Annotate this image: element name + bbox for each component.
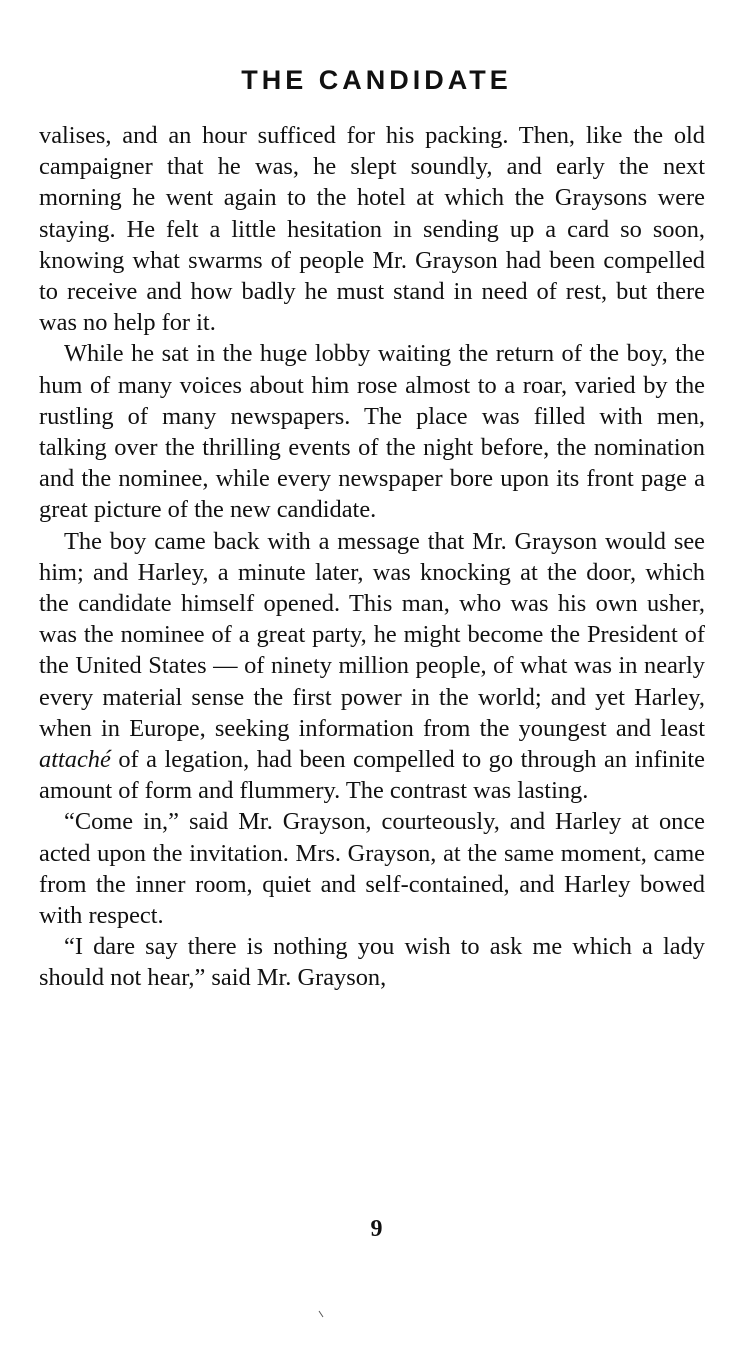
paragraph: The boy came back with a message that Mr. Grayson would see him; and Harley, a minute later, was knocking at the door, which the candidate himself opened. This man, who was his own usher, was the nominee of a great party, he might become the President of the United States — of ninety million people, of what was in nearly every material sense the first power in the world; and yet Harley, when in Europe, seeking information from the youngest and least attaché of a legation, had been compelled to go through an infinite amount of form and flummery. The contrast was lasting. [39, 527, 705, 805]
paragraph: “Come in,” said Mr. Grayson, courteously, and Harley at once acted upon the invitation. Mrs. Grayson, at the same moment, came from the inner room, quiet and self-contained, and Harley bowed with respect. [39, 808, 705, 930]
paragraph-continued: valises, and an hour sufficed for his packing. Then, like the old campaigner that he was, he slept soundly, and early the next morning he went again to the hotel at which the Graysons were staying. He felt a little hesitation in sending up a card so soon, knowing what swarms of people Mr. Grayson had been compelled to receive and how badly he must stand in need of rest, but there was no help for it. [39, 122, 705, 337]
paragraph: “I dare say there is nothing you wish to ask me which a lady should not hear,” said Mr. Grayson, [39, 933, 705, 992]
italic-word: attaché [39, 746, 111, 774]
page-number: 9 [370, 1216, 383, 1242]
body-text [39, 120, 705, 994]
print-speck [318, 1310, 324, 1318]
running-head: THE CANDIDATE [241, 65, 512, 95]
paragraph: While he sat in the huge lobby waiting the return of the boy, the hum of many voices about him rose almost to a roar, varied by the rustling of many newspapers. The place was filled with men, talking over the thrilling events of the night before, the nomination and the nominee, while every newspaper bore upon its front page a great picture of the new candidate. [39, 340, 705, 524]
